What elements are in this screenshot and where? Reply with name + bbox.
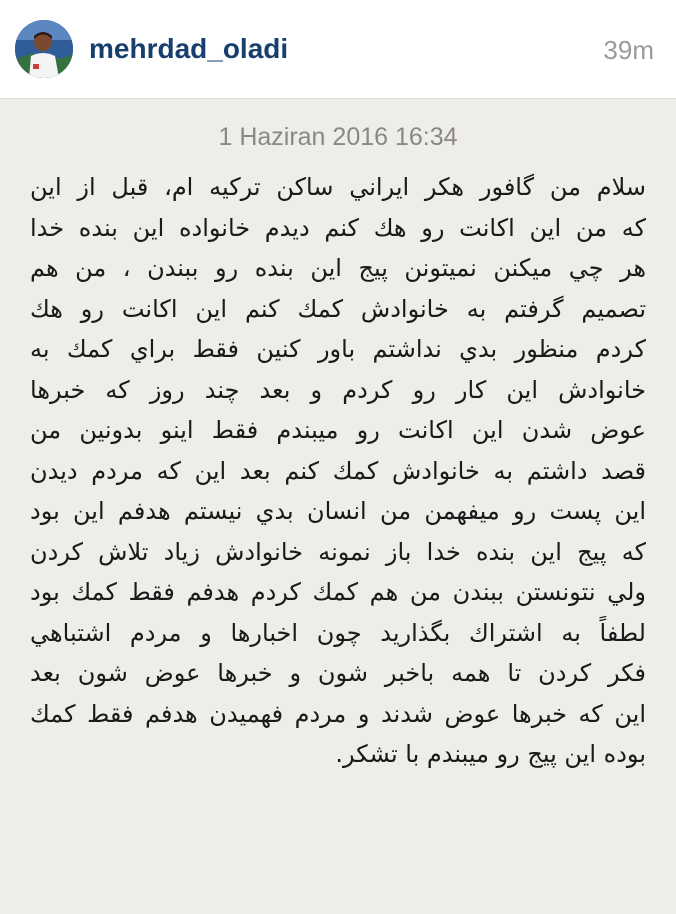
avatar[interactable]: [15, 20, 73, 78]
note-line: بوده اين پيج رو ميبندم با تشكر.: [335, 740, 646, 768]
post-image-note: [0, 98, 676, 914]
note-date: 1 Haziran 2016 16:34: [218, 123, 458, 151]
note-line: كه من اين اكانت رو هك كنم ديدم خانواده اين بنده خدا: [30, 213, 646, 242]
note-line: لطفاً به اشتراك بگذاريد چون اخبارها و مردم اشتباهي: [30, 618, 646, 647]
note-line: عوض شدن اين اكانت رو ميبندم فقط اينو بدونين من: [30, 416, 646, 444]
note-line: تصميم گرفتم به خانوادش كمك كنم اين اكانت رو هك: [30, 294, 646, 323]
post-header: [0, 0, 676, 98]
note-line: قصد داشتم به خانوادش كمك كنم بعد اين كه مردم ديدن: [30, 456, 646, 485]
profile-photo-icon: [15, 20, 73, 78]
note-line: ولي نتونستن ببندن من هم كمك كردم هدفم فقط كمك بود: [30, 578, 646, 606]
post-timestamp: 39m: [603, 35, 654, 65]
note-line: اين كه خبرها عوض شدند و مردم فهميدن هدفم فقط كمك: [30, 699, 646, 728]
note-body: [30, 167, 646, 775]
note-line: هر چي ميكنن نميتونن پيج اين بنده رو ببندن ، من هم: [30, 254, 646, 282]
note-line: كه پيج اين بنده خدا باز نمونه خانوادش زياد تلاش كردن: [30, 537, 646, 566]
note-line: فكر كردن تا همه باخبر شون و خبرها عوض شون بعد: [30, 659, 646, 687]
note-line: اين پست رو ميفهمن من انسان بدي نيستم هدفم اين بود: [30, 497, 646, 525]
username-link[interactable]: mehrdad_oladi: [89, 33, 289, 64]
note-line: سلام من گافور هكر ايراني ساكن تركيه ام، قبل از اين: [30, 173, 646, 201]
note-line: خانوادش اين كار رو كردم و بعد چند روز كه خبرها: [30, 375, 646, 404]
note-line: كردم منظور بدي نداشتم باور كنين فقط براي كمك به: [30, 335, 646, 363]
